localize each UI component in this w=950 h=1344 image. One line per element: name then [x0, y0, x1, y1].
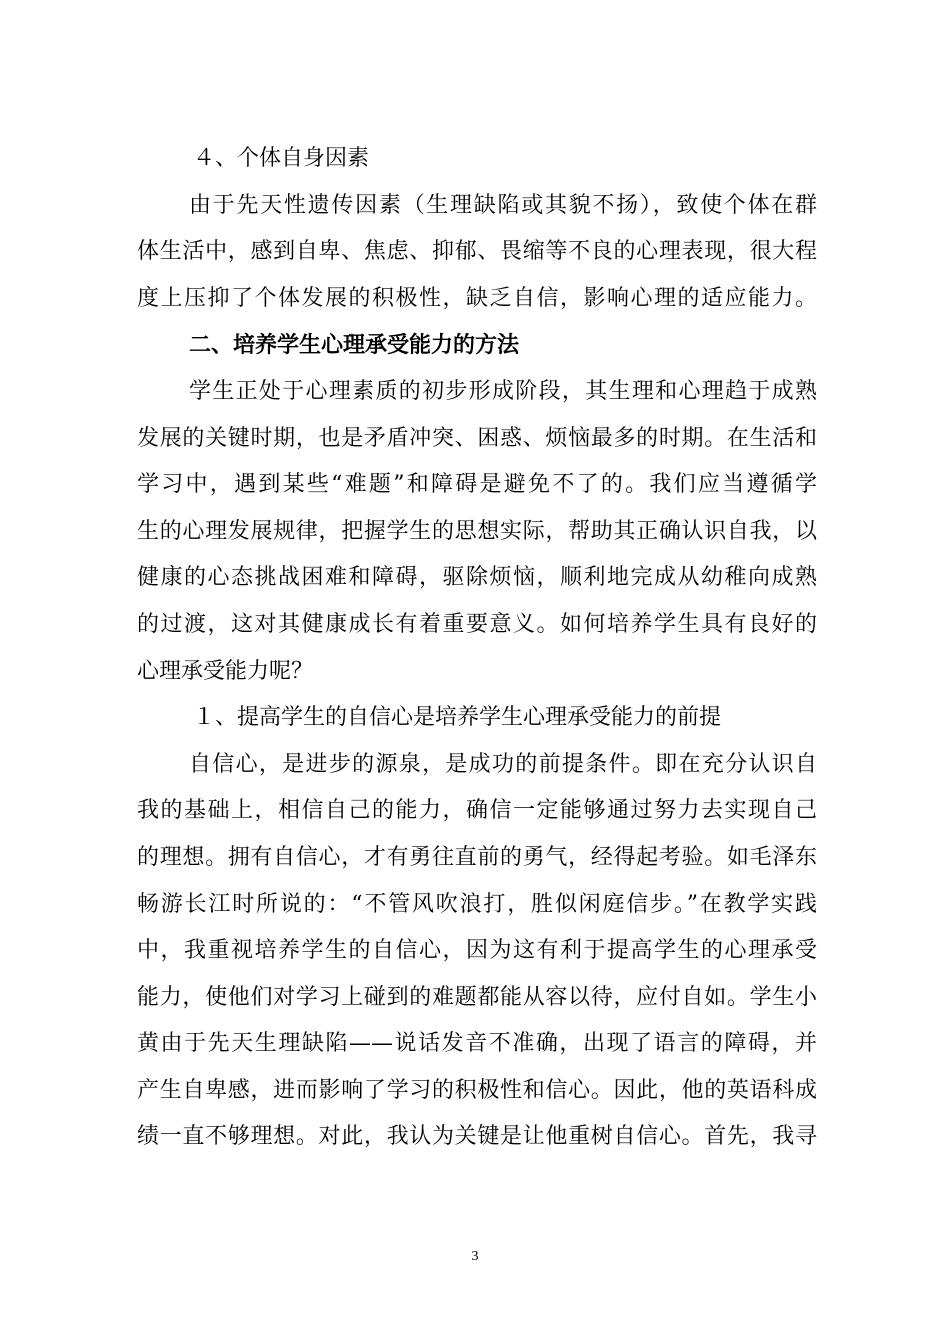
paragraph-line: 绩一直不够理想。对此，我认为关键是让他重树自信心。首先，我寻 — [137, 1124, 817, 1150]
subheading-confidence: １、提高学生的自信心是培养学生心理承受能力的前提 — [193, 705, 722, 731]
paragraph-line: 黄由于先天生理缺陷——说话发音不准确，出现了语言的障碍，并 — [137, 1031, 817, 1057]
body-text — [137, 136, 817, 1161]
paragraph-line: 生的心理发展规律，把握学生的思想实际，帮助其正确认识自我，以 — [137, 518, 817, 544]
paragraph-line: 学生正处于心理素质的初步形成阶段，其生理和心理趋于成熟 — [189, 378, 817, 404]
paragraph-line: 由于先天性遗传因素（生理缺陷或其貌不扬），致使个体在群 — [189, 192, 817, 218]
paragraph-line: 体生活中，感到自卑、焦虑、抑郁、畏缩等不良的心理表现，很大程 — [137, 239, 817, 265]
paragraph-line: 中，我重视培养学生的自信心，因为这有利于提高学生的心理承受 — [137, 938, 817, 964]
page-number: 3 — [471, 1249, 479, 1264]
paragraph-line: 我的基础上，相信自己的能力，确信一定能够通过努力去实现自己 — [137, 798, 817, 824]
paragraph-line: 度上压抑了个体发展的积极性，缺乏自信，影响心理的适应能力。 — [137, 285, 817, 311]
subheading-personal-factors: ４、个体自身因素 — [193, 146, 370, 171]
paragraph-line: 学习中，遇到某些“难题”和障碍是避免不了的。我们应当遵循学 — [137, 472, 817, 498]
paragraph-line: 健康的心态挑战困难和障碍，驱除烦恼，顺利地完成从幼稚向成熟 — [137, 565, 817, 591]
paragraph-line: 产生自卑感，进而影响了学习的积极性和信心。因此，他的英语科成 — [137, 1077, 817, 1103]
paragraph-line: 能力，使他们对学习上碰到的难题都能从容以待，应付自如。学生小 — [137, 984, 817, 1010]
paragraph-line: 发展的关键时期，也是矛盾冲突、困惑、烦恼最多的时期。在生活和 — [137, 425, 817, 451]
section-heading-methods: 二、培养学生心理承受能力的方法 — [189, 332, 520, 359]
paragraph-line: 的理想。拥有自信心，才有勇往直前的勇气，经得起考验。如毛泽东 — [137, 844, 817, 870]
paragraph-line: 自信心，是进步的源泉，是成功的前提条件。即在充分认识自 — [189, 751, 817, 777]
paragraph-line: 的过渡，这对其健康成长有着重要意义。如何培养学生具有良好的 — [137, 611, 817, 637]
paragraph-line: 心理承受能力呢？ — [137, 658, 314, 684]
paragraph-line: 畅游长江时所说的：“不管风吹浪打，胜似闲庭信步。”在教学实践 — [137, 891, 817, 917]
